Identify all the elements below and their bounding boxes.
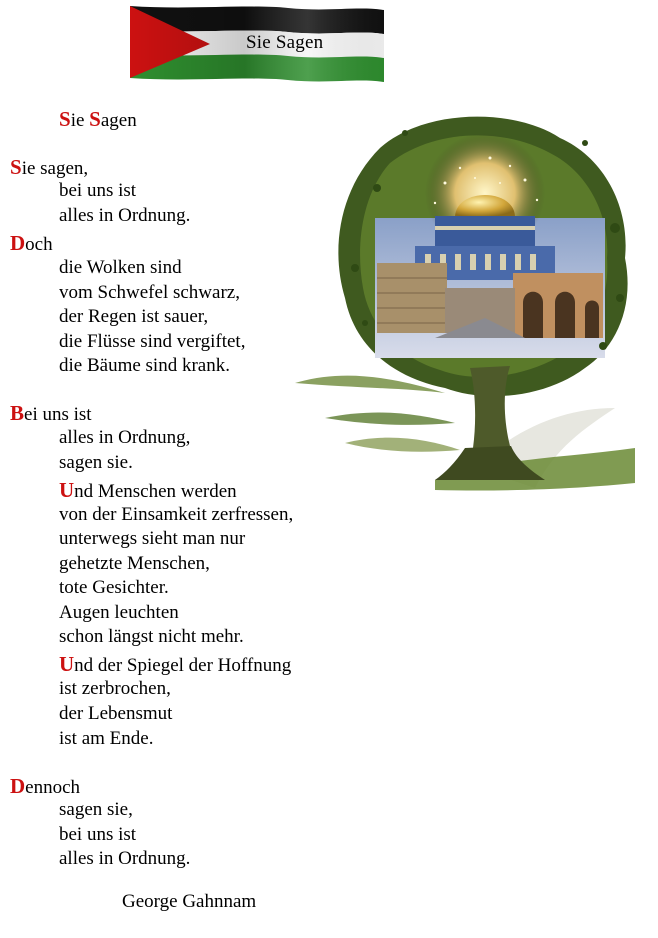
poem-line [59,479,237,503]
poem-line [59,452,133,474]
poem-line-text: schon längst nicht mehr. [59,626,244,647]
poem-author: George Gahnnam [122,891,257,912]
poem-line-text: ei uns ist [24,404,92,425]
poem-line-initial: B [10,401,25,425]
poem-line [59,180,136,202]
poem-line [10,402,92,426]
poem-line-initial: U [59,478,75,502]
poem-line [59,824,136,846]
poem-line-text: der Lebensmut [59,703,173,724]
poem-line-text: vom Schwefel schwarz, [59,282,240,303]
poem-line [59,553,210,575]
poem-line-text: ennoch [25,777,81,798]
poem-line-text: alles in Ordnung. [59,205,191,226]
poem-title-second-initial: S [89,107,101,131]
poem-line-text: Augen leuchten [59,602,179,623]
poem-line-text: die Wolken sind [59,257,182,278]
poem-line [59,703,172,725]
poem-line [59,306,208,328]
banner-title: Sie Sagen [246,32,324,53]
poem-line [59,728,153,750]
poem-line [59,427,190,449]
poem-line-text: ie sagen, [21,158,89,179]
poem-line-initial: U [59,652,75,676]
poem-line-text: sagen sie, [59,799,133,820]
poem-line-text: och [25,234,53,255]
poem-line-text: ist zerbrochen, [59,678,171,699]
poem-line [10,232,53,256]
poem-line-text: gehetzte Menschen, [59,553,210,574]
poem-line-text: alles in Ordnung, [59,427,191,448]
poem-line [59,626,244,648]
poem-title-initial: S [59,107,71,131]
poem-line [59,602,179,624]
poem-line-text: alles in Ordnung. [59,848,191,869]
poem-line [59,355,230,377]
poem-line [10,156,88,180]
poem-line [59,653,291,677]
poem-line-initial: S [10,155,22,179]
poem-line [59,678,171,700]
poem-title: Sie Sagen [59,107,137,131]
poem-line-text: nd Menschen werden [74,481,237,502]
poem-line [59,528,245,550]
poem-line-text: sagen sie. [59,452,133,473]
poem-line-text: bei uns ist [59,824,137,845]
poem-line [59,257,182,279]
poem-line [59,504,293,526]
poem-line-text: von der Einsamkeit zerfressen, [59,504,294,525]
tree-illustration [285,88,645,498]
poem-line [59,577,169,599]
poem-line-initial: D [10,774,26,798]
poem-line [59,848,190,870]
poem-line-text: ist am Ende. [59,728,154,749]
poem-line-text: die Bäume sind krank. [59,355,230,376]
poem-line-text: tote Gesichter. [59,577,169,598]
poem-line [59,205,190,227]
poem-line-text: die Flüsse sind vergiftet, [59,331,246,352]
poem-line-text: der Regen ist sauer, [59,306,209,327]
poem-line [59,799,133,821]
poem-line [10,775,80,799]
poem-line-text: unterwegs sieht man nur [59,528,246,549]
poem-line-text: nd der Spiegel der Hoffnung [74,655,292,676]
poem-line [59,331,245,353]
poem-line-text: bei uns ist [59,180,137,201]
poem-line [59,282,240,304]
poem-line-initial: D [10,231,26,255]
tree-with-dome-of-the-rock-illustration [285,88,645,498]
flag-banner [128,4,388,86]
